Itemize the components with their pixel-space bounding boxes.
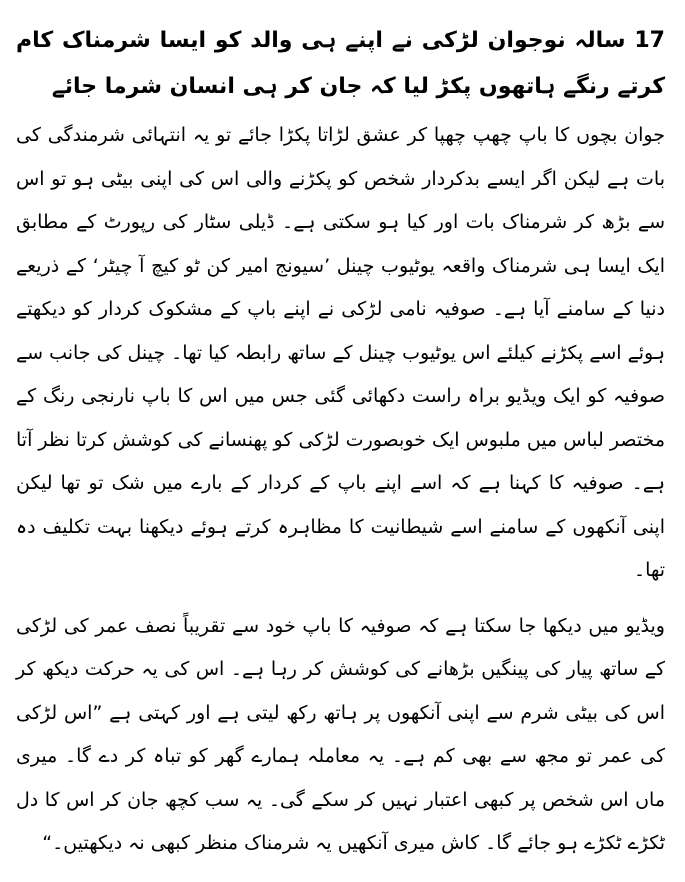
article-title: 17 سالہ نوجوان لڑکی نے اپنے ہی والد کو ایسا شرمناک کام کرتے رنگے ہاتھوں پکڑ لیا کہ جان کر ہی انسان شرما جائے bbox=[16, 28, 665, 99]
article-paragraph: ویڈیو میں دیکھا جا سکتا ہے کہ صوفیہ کا باپ خود سے تقریباً نصف عمر کی لڑکی کے ساتھ پیار کی پینگیں بڑھانے کی کوشش کر رہا ہے۔ اس کی یہ حرکت دیکھ کر اس کی بیٹی شرم سے اپنی آنکھوں پر ہاتھ رکھ لیتی ہے اور کہتی ہے ”اس لڑکی کی عمر تو مجھ سے بھی کم ہے۔ یہ معاملہ ہمارے گھر کو تباہ کر دے گا۔ میری ماں اس شخص پر کبھی اعتبار نہیں کر سکے گی۔ یہ سب کچھ جان کر اس کا دل ٹکڑے ٹکڑے ہو جائے گا۔ کاش میری آنکھیں یہ شرمناک منظر کبھی نہ دیکھتیں۔“ bbox=[16, 614, 665, 854]
article-paragraph: جوان بچوں کا باپ چھپ چھپا کر عشق لڑاتا پکڑا جائے تو یہ انتہائی شرمندگی کی بات ہے لیکن اگر ایسے بدکردار شخص کو پکڑنے والی اس کی اپنی بیٹی ہو تو اس سے بڑھ کر شرمناک بات اور کیا ہو سکتی ہے۔ ڈیلی سٹار کی رپورٹ کے مطابق ایک ایسا ہی شرمناک واقعہ یوٹیوب چینل ’سیونج امیر کن ٹو کیچ آ چیٹر‘ کے ذریعے دنیا کے سامنے آیا ہے۔ صوفیہ نامی لڑکی نے اپنے باپ کے مشکوک کردار کو دیکھتے ہوئے اسے پکڑنے کیلئے اس یوٹیوب چینل کے ساتھ رابطہ کیا تھا۔ چینل کی جانب سے صوفیہ کو ایک ویڈیو براہ راست دکھائی گئی جس میں اس کا باپ نارنجی رنگ کے مختصر لباس میں ملبوس ایک خوبصورت لڑکی کو پھنسانے کی کوشش کرتا نظر آتا ہے۔ صوفیہ کا کہنا ہے کہ اسے اپنے باپ کے کردار کے بارے میں شک تو تھا لیکن اپنی آنکھوں کے سامنے اسے شیطانیت کا مظاہرہ کرتے ہوئے دیکھنا بہت تکلیف دہ تھا۔ bbox=[15, 124, 665, 581]
